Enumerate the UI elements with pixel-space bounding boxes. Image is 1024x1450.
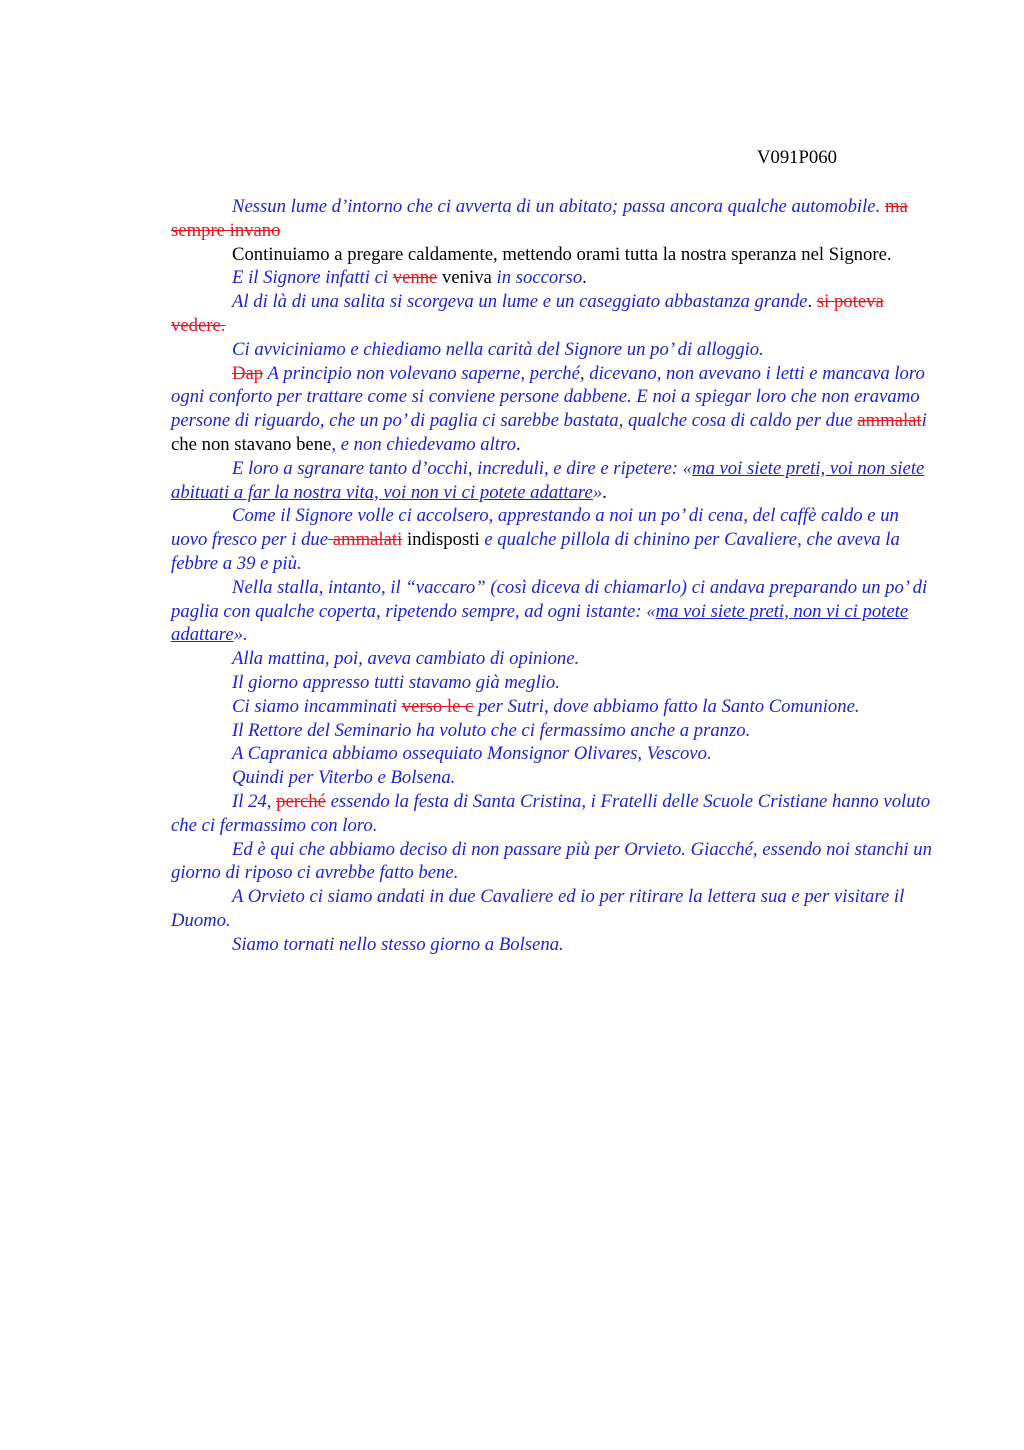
paragraph [171, 885, 934, 933]
paragraph [171, 338, 934, 362]
original-text: Continuiamo a pregare caldamente, mettendo orami tutta la nostra speranza nel Signore. [232, 243, 892, 265]
paragraph [171, 742, 934, 766]
inserted-text: E il Signore infatti ci [232, 267, 393, 289]
original-text: veniva [437, 267, 497, 289]
paragraph [171, 838, 934, 886]
inserted-text: Al di là di una salita si scorgeva un lume e un caseggiato abbastanza grande [232, 291, 808, 313]
paragraph [171, 766, 934, 790]
deleted-text: si poteva vedere. [171, 291, 884, 336]
paragraph [171, 671, 934, 695]
deleted-text: ammalat [857, 410, 922, 432]
paragraph [171, 933, 934, 957]
inserted-text: A principio non volevano saperne, perché, dicevano, non avevano i letti e mancava loro ogni conforto per trattare come si conviene persone dabbene. E noi a spiegar loro che non eravamo persone di riguardo, che un po’ di paglia ci sarebbe bastata, qualche cosa di caldo per due [171, 362, 925, 432]
document-body [171, 195, 934, 957]
deleted-text: ammalati [328, 529, 403, 551]
inserted-text: i [921, 410, 927, 432]
paragraph [171, 243, 934, 267]
deleted-text: venne [392, 267, 438, 289]
paragraph [171, 790, 934, 838]
original-text: . [582, 267, 587, 289]
paragraph [171, 719, 934, 743]
original-text: indisposti [402, 529, 485, 551]
inserted-text: A Orvieto ci siamo andati in due Cavaliere ed io per ritirare la lettera sua e per visitare il Duomo. [171, 886, 905, 931]
document-id: V091P060 [757, 147, 837, 168]
inserted-text: Il giorno appresso tutti stavamo già meglio. [232, 671, 560, 693]
inserted-text: per Sutri, dove abbiamo fatto la Santo Comunione. [473, 695, 860, 717]
original-text: . [807, 291, 817, 313]
inserted-text: Ci avviciniamo e chiediamo nella carità del Signore un po’ di alloggio. [232, 338, 764, 360]
inserted-text: Ci siamo incamminati [232, 695, 402, 717]
paragraph [171, 695, 934, 719]
inserted-text: in soccorso [496, 267, 583, 289]
inserted-text: essendo la festa di Santa Cristina, i Fratelli delle Scuole Cristiane hanno voluto che ci fermassimo con loro. [171, 790, 931, 836]
inserted-text: Ed è qui che abbiamo deciso di non passare più per Orvieto. Giacché, essendo noi stanchi un giorno di riposo ci avrebbe fatto bene. [171, 838, 932, 884]
paragraph [171, 362, 934, 457]
inserted-text: Alla mattina, poi, aveva cambiato di opinione. [232, 648, 580, 670]
inserted-text: Siamo tornati nello stesso giorno a Bolsena. [232, 933, 564, 955]
paragraph [171, 457, 934, 505]
paragraph [171, 290, 934, 338]
deleted-text: perché [276, 790, 326, 812]
original-text: che non stavano bene [171, 433, 332, 455]
deleted-text: ma sempre invano [171, 196, 908, 241]
inserted-text: » [592, 481, 603, 503]
paragraph [171, 195, 934, 243]
inserted-text: Quindi per Viterbo e Bolsena. [232, 767, 456, 789]
original-text: . [602, 481, 607, 503]
inserted-text: E loro a sgranare tanto d’occhi, increduli, e dire e ripetere: « [232, 457, 692, 479]
inserted-text: Nella stalla, intanto, il “vaccaro” (così diceva di chiamarlo) ci andava preparando un po’ di paglia con qualche coperta, ripetendo sempre, ad ogni istante: « [171, 576, 928, 622]
paragraph [171, 504, 934, 575]
underlined-quote: ma voi siete preti, voi non siete abituati a far la nostra vita, voi non vi ci potete adattare [171, 457, 925, 503]
inserted-text: , e non chiedevamo altro [331, 433, 516, 455]
paragraph [171, 576, 934, 647]
inserted-text: Il 24, [232, 790, 277, 812]
deleted-text: Dap [232, 362, 264, 384]
inserted-text: e qualche pillola di chinino per Cavaliere, che aveva la febbre a 39 e più. [171, 529, 900, 574]
inserted-text: Il Rettore del Seminario ha voluto che ci fermassimo anche a pranzo. [232, 719, 751, 741]
paragraph [171, 647, 934, 671]
paragraph [171, 266, 934, 290]
original-text: . [515, 433, 521, 455]
inserted-text: Nessun lume d’intorno che ci avverta di un abitato; passa ancora qualche automobile. [232, 196, 881, 217]
inserted-text: ». [233, 624, 248, 646]
underlined-quote: ma voi siete preti, non vi ci potete adattare [171, 600, 909, 646]
inserted-text: Come il Signore volle ci accolsero, apprestando a noi un po’ di cena, del caffè caldo e un uovo fresco per i due [171, 505, 899, 551]
inserted-text: A Capranica abbiamo ossequiato Monsignor Olivares, Vescovo. [232, 743, 712, 765]
deleted-text: verso le c [401, 695, 474, 717]
